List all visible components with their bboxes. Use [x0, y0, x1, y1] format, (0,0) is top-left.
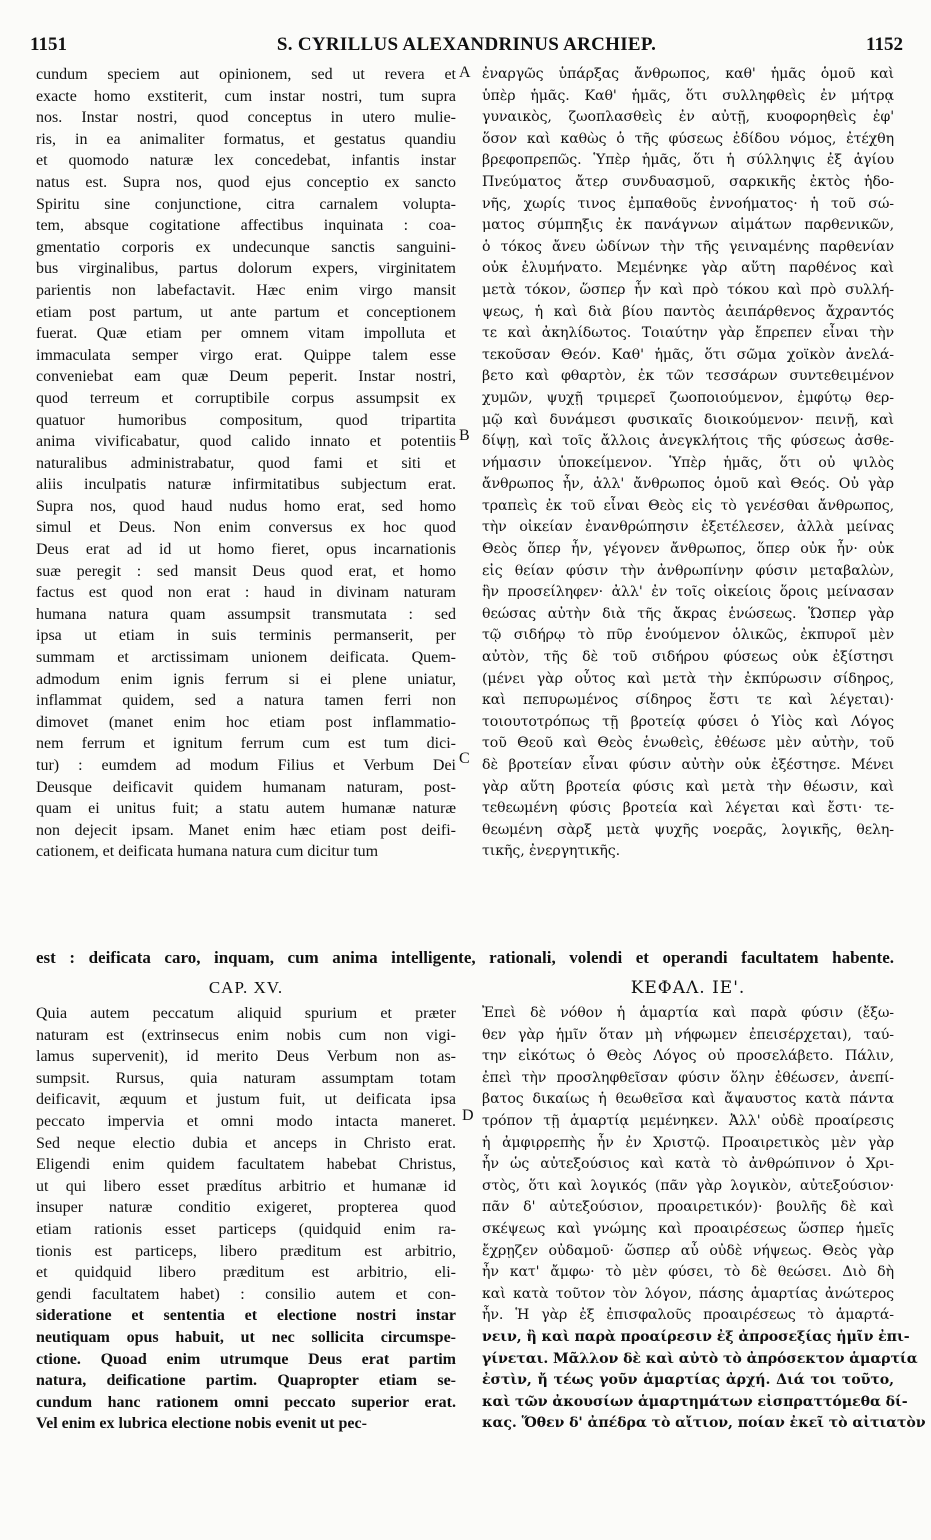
margin-marker-d: D [462, 1107, 474, 1124]
text-line: Eligendi enim quidem facultatem habebat Christus, [36, 1156, 456, 1174]
text-line: θεν γὰρ ἡμῖν ὅταν μὴ νήφωμεν ἐπεισέρχεται), ταύ- [482, 1026, 894, 1043]
text-line: μετὰ τόκον, ὥσπερ ἦν καὶ πρὸ τόκου καὶ πρὸ συλλή- [482, 281, 894, 298]
text-line: ὅσον καὶ καθὼς ὁ τῆς φύσεως ἐδίδου νόμος, ἐτέχθη [482, 130, 894, 147]
text-line: ipsa ut etiam in suis terminis permanserit, per [36, 627, 456, 645]
text-line: summam et arctissimam unionem deificata. Quem- [36, 649, 456, 667]
text-line: nos. Instar nostri, quod conceptus in utero mulie- [36, 109, 456, 127]
text-line: cationem, et deificata humana natura cum dicitur tum [36, 843, 379, 861]
text-line: Πνεύματος ἄτερ συνδυασμοῦ, σαρκικῆς ἐκτὸς ἡδο- [482, 173, 894, 190]
text-line: τρόπον τῇ ἁμαρτίᾳ μεμένηκεν. Ἀλλ' οὐδὲ προαίρεσις [482, 1112, 894, 1129]
text-line: dimovet (manet enim hoc etiam post inflammatio- [36, 713, 456, 731]
text-line: νῆς, χωρίς τινος ἐμπαθοῦς ἐννοήματος· ἡ τοῦ σώ- [482, 195, 894, 212]
margin-marker-b: B [459, 427, 470, 444]
text-line: την εἰκότως ὁ Θεὸς Λόγος οὐ προσελάβετο. Πάλιν, [482, 1048, 894, 1065]
text-line: καὶ κατὰ τοῦτον τὸν λόγον, πάσης ἁμαρτίας ἀνώτερος [482, 1285, 894, 1302]
spanning-latin-line: est : deificata caro, inquam, cum anima intelligente, rationali, volendi et operandi facultatem habente. [36, 948, 894, 967]
text-line: etiam post partum, ut ante partum et conceptionem [36, 303, 456, 321]
text-line: αὐτὸν, τῆς δὲ τοῦ σιδήρου φύσεως οὐκ ἐξίστησι [482, 649, 894, 666]
text-line: neutiquam opus habuit, ut nec sollicita circumspe- [36, 1328, 456, 1346]
text-line: μῷ καὶ δυνάμεσι φυσικαῖς διοικούμενον· πεινῇ, καὶ [482, 411, 894, 428]
text-line: Supra nos, quod haud nudus homo erat, sed homo [36, 497, 456, 515]
greek-column-lower [482, 1003, 926, 1435]
text-line: Ἐπεὶ δὲ νόθον ἡ ἁμαρτία καὶ παρὰ φύσιν (ἔξω- [482, 1005, 894, 1021]
text-line: quam ei unitus fuit; a statu autem humanæ naturæ [36, 800, 456, 818]
text-line: inflammat quidem, sed a natura tamen ferri non [36, 692, 456, 710]
text-line: τικῆς, ἐνεργητικῆς. [482, 843, 620, 860]
greek-column-upper [482, 64, 894, 863]
text-line: Spiritu sine conjunctione, citra carnalem volupta- [36, 195, 456, 213]
text-line: factus est quod non erat : haud in divinam naturam [36, 584, 456, 602]
text-line: ἦν κατ' ἄμφω· τὸ μὲν φύσει, τὸ δὲ θεώσει. Διὸ δὴ [482, 1264, 894, 1281]
text-line: γυναικὸς, ζωοπλασθεὶς ἐν αὐτῇ, κυοφορηθεὶς ἐφ' [482, 109, 894, 126]
text-line: οὐκ ἐλυμήνατο. Μεμένηκε γὰρ αὕτη παρθένος καὶ [482, 260, 894, 277]
text-line: Quia autem peccatum aliquid spurium et præter [36, 1005, 456, 1022]
text-line: peccato impervia et omni modo intacta maneret. [36, 1112, 456, 1130]
text-line: suæ peregit : sed mansit Deus quod erat, et homo [36, 562, 456, 580]
text-line: sideratione et sententia et electione nostri instar [36, 1307, 456, 1325]
text-line: conveniebat eam quæ Deum peperit. Instar nostri, [36, 368, 456, 386]
text-line: (μένει γὰρ οὗτος καὶ μετὰ τὴν ἐκπύρωσιν σίδηρος, [482, 670, 894, 687]
text-line: χυμῶν, ψυχῇ τριμερεῖ ζωοποιούμενον, ἐμφύτῳ θερ- [482, 389, 894, 406]
text-line: ὑπὲρ ἡμᾶς. Καθ' ἡμᾶς, ὅτι συλληφθεὶς ἐν μήτρᾳ [482, 87, 894, 104]
text-line: non dejecit ipsam. Manet enim hæc etiam post deifi- [36, 821, 456, 839]
text-line: κας. Ὅθεν δ' ἀπέδρα τὸ αἴτιον, ποίαν ἐκεῖ τὸ αἰτιατὸν [482, 1415, 926, 1432]
text-line: ἦν ὡς αὐτεξούσιος καὶ κατὰ τὸ ἀνθρώπινον ὁ Χρι- [482, 1156, 894, 1173]
text-line: simul et Deus. Non enim conversus ex hoc quod [36, 519, 456, 537]
text-line: ψεως, ἡ καὶ διὰ βίου παντὸς ἀειπάρθενος ἄχραντός [482, 303, 894, 320]
text-line: Sed neque electio dubia et anceps in Christo erat. [36, 1134, 456, 1152]
text-line: natus est. Supra nos, quod ejus conceptio ex sancto [36, 173, 456, 191]
text-line: θεωμένη σὰρξ μετὰ ψυχῆς νοερᾶς, λογικῆς, θελη- [482, 821, 894, 838]
text-line: tionis est particeps, libero præditum est arbitrio, [36, 1242, 456, 1260]
text-line: quatuor humoribus compositum, quod tripartita [36, 411, 456, 429]
text-line: nem ferrum et ignitum ferrum cum est tum dici- [36, 735, 456, 753]
margin-marker-c: C [459, 750, 470, 767]
text-line: ut qui libero esset prædítus arbitrio et humanæ id [36, 1177, 456, 1195]
text-line: δίψῃ, καὶ τοῖς ἄλλοις ἀνεγκλήτοις τῆς φύσεως ἀσθε- [482, 433, 894, 450]
text-line: gmentatio corporis ex undecunque sanctis sanguini- [36, 238, 456, 256]
running-title: S. CYRILLUS ALEXANDRINUS ARCHIEP. [276, 34, 657, 55]
text-line: τεκοῦσαν Θεόν. Καθ' ἡμᾶς, ὅτι σῶμα χοϊκὸν ἀνελά- [482, 346, 894, 363]
page-number-right: 1152 [866, 34, 903, 55]
text-line: et quidquid libero præditum est arbitrio, eli- [36, 1264, 456, 1282]
text-line: ἐστὶν, ἤ τέως γοῦν ἁμαρτίας ἀρχή. Διά τοι τοῦτο, [482, 1372, 894, 1389]
text-line: ἣν προσείληφεν· ἀλλ' ἐν τοῖς οἰκείοις ὅροις μείνασαν [482, 584, 894, 601]
text-line: etiam rationis esset particeps (quidquid enim ra- [36, 1220, 456, 1238]
text-line: ris, in ea animaliter formatus, et gestatus quandiu [36, 130, 456, 148]
text-line: τὴν οἰκείαν ἐνανθρώπησιν ἐξετέλεσεν, ἀλλὰ μείνας [482, 519, 894, 536]
text-line: Vel enim ex lubrica electione nobis evenit ut pec- [36, 1415, 367, 1433]
text-line: τραπεὶς ἐκ τοῦ εἶναι Θεὸς εἰς τὸ γενέσθαι ἄνθρωπος, [482, 497, 894, 514]
latin-column-lower [36, 1003, 456, 1435]
text-line: Deus erat ad id ut homo fieret, opus incarnationis [36, 541, 456, 559]
text-line: sumpsit. Rursus, quia naturam assumptam totam [36, 1069, 456, 1087]
text-line: naturam est (extrinsecus enim nobis cum non vigi- [36, 1026, 456, 1044]
text-line: ἡ ἀμφιρρεπὴς ἦν ἐν Χριστῷ. Προαιρετικὸς μὲν γὰρ [482, 1134, 894, 1151]
text-line: cundum hanc rationem omni peccato superior erat. [36, 1393, 456, 1411]
text-line: ἐπεὶ τὴν προσληφθεῖσαν φύσιν ὅλην ἐθέωσεν, ἀνεπί- [482, 1069, 894, 1086]
text-line: βετο καὶ φθαρτὸν, ἐκ τῶν τεσσάρων συντεθειμένον [482, 368, 894, 385]
text-line: ἄνθρωπος ἦν, ἀλλ' ἄνθρωπος ὁμοῦ καὶ Θεός. Οὐ γὰρ [482, 476, 894, 493]
text-line: τεθεωμένη φύσις βροτεία καὶ λέγεται καὶ ἔστι· τε- [482, 800, 894, 817]
text-line: εἰς θείαν φύσιν τὴν ἀνθρωπίνην φύσιν μεταβαλὼν, [482, 562, 894, 579]
text-line: γὰρ αὕτη βροτεία φύσις καὶ μετὰ τὴν θέωσιν, καὶ [482, 778, 894, 795]
text-line: humana natura quam assumpsit transmutata : sed [36, 605, 456, 623]
text-line: τοιουτοτρόπως τῇ βροτείᾳ φύσει ὁ Υἱὸς καὶ Λόγος [482, 713, 894, 730]
text-line: τοῦ Θεοῦ καὶ Θεὸς ἑνωθεὶς, ἐθέωσε μὲν αὐτὴν, τοῦ [482, 735, 894, 752]
text-line: ἐναργῶς ὑπάρξας ἄνθρωπος, καθ' ἡμᾶς ὁμοῦ καὶ [482, 66, 894, 82]
text-line: naturalibus administrabatur, quod fami et siti et [36, 454, 456, 472]
text-line: quod terreum et corruptibile corpus assumpsit ex [36, 389, 456, 407]
text-line: gendi facultatem habet) : consilio autem et con- [36, 1285, 456, 1303]
text-line: στὸς, ὅτι καὶ λογικός (πᾶν γὰρ λογικὸν, αὐτεξούσιον· [482, 1177, 894, 1194]
text-line: ὁ τόκος ἄνευ ὠδίνων τὴν τῆς γειναμένης παρθενίαν [482, 238, 894, 255]
text-line: καὶ πεπυρωμένος σίδηρος ἔστι τε καὶ λέγεται)· [482, 692, 894, 709]
page-number-left: 1151 [30, 34, 67, 55]
text-line: πᾶν δ' αὐτεξούσιον, προαιρετικόν)· βουλῆς δὲ καὶ [482, 1199, 894, 1216]
text-line: νήμασιν ὑποκείμενον. Ὑπὲρ ἡμᾶς, ὅτι οὐ ψιλὸς [482, 454, 894, 471]
text-line: parientis non labefactavit. Hæc enim virgo mansit [36, 281, 456, 299]
text-line: καὶ τῶν ἀκουσίων ἁμαρτημάτων εἰσπραττόμεθα δί- [482, 1393, 908, 1410]
text-line: tem, absque cogitatione affectibus inquinata : coa- [36, 217, 456, 235]
text-line: cundum speciem aut opinionem, sed ut revera et [36, 66, 456, 83]
text-line: δὲ βροτείαν εἶναι φύσιν αὐτὴν οὐκ ἐξέστησε. Μένει [482, 757, 894, 773]
text-line: deificavit, æquum et justum fuit, ut deificata ipsa [36, 1091, 456, 1109]
text-line: ἔχρῃζεν οὐδαμοῦ· ὥσπερ αὖ οὐδὲ νήψεως. Θεὸς γὰρ [482, 1242, 894, 1259]
text-line: tur) : eumdem ad modum Filius et Verbum Dei [36, 757, 456, 774]
text-line: βατος δικαίως ἡ θεωθεῖσα καὶ ἄψαυστος κατὰ πάντα [482, 1091, 894, 1108]
text-line: lamus supervenit), id merito Deus Verbum non as- [36, 1048, 456, 1066]
text-line: τῷ σιδήρῳ τὸ πῦρ ἑνούμενον ὁλικῶς, ἐκπυροῖ μὲν [482, 627, 894, 644]
text-line: insuper naturæ conditio exigeret, propterea quod [36, 1199, 456, 1217]
chapter-heading-latin: CAP. XV. [208, 978, 284, 997]
margin-marker-a: A [459, 64, 471, 81]
text-line: ctione. Quoad enim utrumque Deus erat partim [36, 1350, 456, 1368]
text-line: immaculata semper virgo erat. Quippe talem esse [36, 346, 456, 364]
text-line: νειν, ἢ καὶ παρὰ προαίρεσιν ἐξ ἀπροσεξίας ἡμῖν ἐπι- [482, 1328, 910, 1345]
text-line: bus virginalibus, partus dolorum expers, virginitatem [36, 260, 456, 278]
text-line: aliis inculpatis naturæ infirmitatibus subjectum erat. [36, 476, 456, 494]
text-line: γίνεται. Μᾶλλον δὲ καὶ αὐτὸ τὸ ἀπρόσεκτον ἁμαρτία [482, 1350, 918, 1367]
text-line: anima vivificabatur, quod calido innato et potentiis [36, 433, 456, 451]
page-header [30, 34, 903, 58]
text-line: Θεὸς ὅπερ ἦν, γέγονεν ἄνθρωπος, ὅπερ οὐκ ἦν· οὐκ [482, 541, 894, 558]
text-line: admodum enim ignis ferrum si ei plene uniatur, [36, 670, 456, 688]
text-line: θεώσας αὐτὴν διὰ τῆς ἄκρας ἑνώσεως. Ὥσπερ γὰρ [482, 605, 894, 622]
text-line: natura, deificatione partim. Quapropter etiam se- [36, 1372, 456, 1390]
text-line: τε καὶ ἀκηλίδωτος. Τοιαύτην γὰρ ἔπρεπεν εἶναι τὴν [482, 325, 894, 342]
text-line: βρεφοπρεπῶς. Ὑπὲρ ἡμᾶς, ὅτι ἡ σύλληψις ἐξ ἁγίου [482, 152, 894, 169]
text-line: ἦν. Ἡ γὰρ ἐξ ἐπισφαλοῦς προαιρέσεως τὸ ἁμαρτά- [482, 1307, 894, 1324]
chapter-heading-greek: ΚΕΦΑΛ. ΙΕ'. [630, 978, 746, 998]
text-line: fuerat. Quæ etiam per omnem vitam impolluta et [36, 325, 456, 343]
text-line: et quomodo naturæ lex concedebat, infantis instar [36, 152, 456, 170]
text-line: ματος σύμπηξις ἐκ πανάγνων αἱμάτων παρθενικῶν, [482, 217, 894, 234]
text-line: Deusque deificavit quidem humanam naturam, post- [36, 778, 456, 796]
latin-column-upper [36, 64, 456, 863]
text-line: exacte homo exstiterit, cum instar nostri, tum supra [36, 87, 456, 105]
text-line: σκέψεως καὶ γνώμης καὶ προαιρέσεως ὥσπερ ἡμεῖς [482, 1220, 894, 1237]
